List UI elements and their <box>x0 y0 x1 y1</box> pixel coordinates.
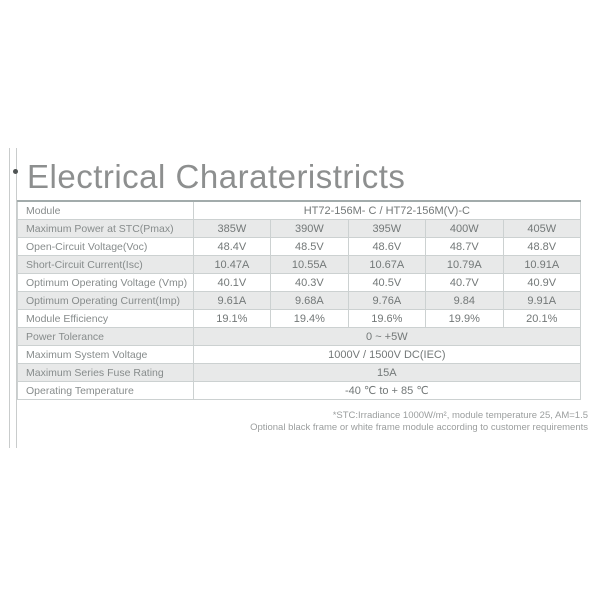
spec-cell: 40.3V <box>271 274 348 292</box>
table-row-module <box>18 201 581 220</box>
footnote-frame-option: Optional black frame or white frame module according to customer requirements <box>250 421 588 433</box>
row-label: Short-Circuit Current(Isc) <box>18 256 194 274</box>
spec-cell: 40.1V <box>193 274 270 292</box>
spec-cell: 9.76A <box>348 292 425 310</box>
row-label: Optimum Operating Voltage (Vmp) <box>18 274 194 292</box>
left-margin-rule-outer <box>9 148 10 448</box>
spec-cell: 1000V / 1500V DC(IEC) <box>193 346 580 364</box>
spec-cell: 10.79A <box>426 256 503 274</box>
spec-cell: 40.9V <box>503 274 580 292</box>
module-names: HT72-156M- C / HT72-156M(V)-C <box>193 201 580 220</box>
table-row-fuse-rating <box>18 364 581 382</box>
row-label: Open-Circuit Voltage(Voc) <box>18 238 194 256</box>
spec-cell: 48.6V <box>348 238 425 256</box>
spec-cell: 9.91A <box>503 292 580 310</box>
spec-cell: 48.8V <box>503 238 580 256</box>
spec-cell: 10.67A <box>348 256 425 274</box>
spec-cell: 19.1% <box>193 310 270 328</box>
spec-cell: 400W <box>426 220 503 238</box>
row-label: Module <box>18 201 194 220</box>
spec-cell: 15A <box>193 364 580 382</box>
spec-cell: 0 ~ +5W <box>193 328 580 346</box>
footnotes <box>17 410 588 433</box>
spec-cell: 20.1% <box>503 310 580 328</box>
row-label: Optimum Operating Current(Imp) <box>18 292 194 310</box>
table-row-operating-temperature <box>18 382 581 400</box>
table-row-pmax <box>18 220 581 238</box>
table-row-power-tolerance <box>18 328 581 346</box>
spec-cell: 385W <box>193 220 270 238</box>
table-row-efficiency <box>18 310 581 328</box>
row-label: Power Tolerance <box>18 328 194 346</box>
spec-cell: 395W <box>348 220 425 238</box>
electrical-characteristics-table <box>17 200 581 400</box>
spec-cell: 390W <box>271 220 348 238</box>
spec-cell: 405W <box>503 220 580 238</box>
spec-cell: 10.91A <box>503 256 580 274</box>
spec-cell: 19.9% <box>426 310 503 328</box>
spec-cell: 48.5V <box>271 238 348 256</box>
spec-cell: 40.5V <box>348 274 425 292</box>
table-row-isc <box>18 256 581 274</box>
row-label: Maximum Series Fuse Rating <box>18 364 194 382</box>
table-row-imp <box>18 292 581 310</box>
row-label: Module Efficiency <box>18 310 194 328</box>
spec-cell: 48.7V <box>426 238 503 256</box>
row-label: Operating Temperature <box>18 382 194 400</box>
table-row-voc <box>18 238 581 256</box>
spec-cell: 19.4% <box>271 310 348 328</box>
row-label: Maximum Power at STC(Pmax) <box>18 220 194 238</box>
spec-cell: 9.61A <box>193 292 270 310</box>
title-bullet-icon <box>13 169 18 174</box>
spec-cell: 9.84 <box>426 292 503 310</box>
spec-cell: 48.4V <box>193 238 270 256</box>
footnote-stc: *STC:Irradiance 1000W/m², module temperature 25, AM=1.5 <box>332 410 588 421</box>
spec-cell: 19.6% <box>348 310 425 328</box>
table-row-system-voltage <box>18 346 581 364</box>
row-label: Maximum System Voltage <box>18 346 194 364</box>
spec-cell: 9.68A <box>271 292 348 310</box>
spec-cell: -40 ℃ to + 85 ℃ <box>193 382 580 400</box>
spec-cell: 10.47A <box>193 256 270 274</box>
spec-cell: 10.55A <box>271 256 348 274</box>
spec-cell: 40.7V <box>426 274 503 292</box>
page-title: Electrical Charateristricts <box>27 158 406 195</box>
table-row-vmp <box>18 274 581 292</box>
